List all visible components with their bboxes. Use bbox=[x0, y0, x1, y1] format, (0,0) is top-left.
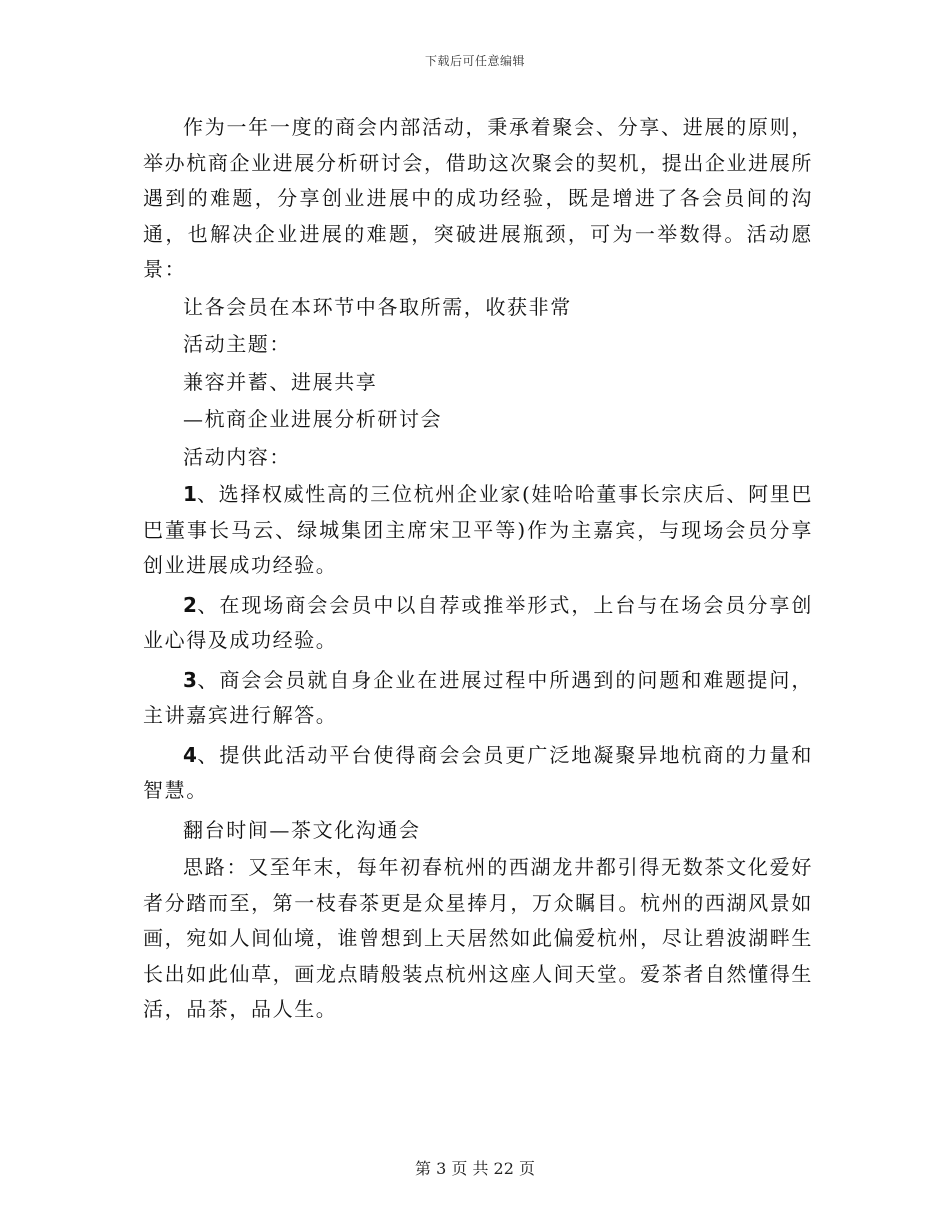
intro-paragraph: 作为一年一度的商会内部活动，秉承着聚会、分享、进展的原则，举办杭商企业进展分析研讨会，借助这次聚会的契机，提出企业进展所遇到的难题，分享创业进展中的成功经验，既是增进了各会员间的沟通，也解决企业进展的难题，突破进展瓶颈，可为一举数得。活动愿景： bbox=[143, 115, 813, 281]
content-label: 活动内容： bbox=[183, 444, 291, 469]
tea-section-body: 思路：又至年末，每年初春杭州的西湖龙井都引得无数茶文化爱好者分踏而至，第一枝春茶更是众星捧月，万众瞩目。杭州的西湖风景如画，宛如人间仙境，谁曾想到上天居然如此偏爱杭州，尽让碧波湖畔生长出如此仙草，画龙点睛般装点杭州这座人间天堂。爱茶者自然懂得生活，品茶，品人生。 bbox=[143, 855, 813, 1021]
item-number: 3 bbox=[183, 667, 197, 692]
content-item-2 bbox=[143, 588, 813, 659]
item-text: 、提供此活动平台使得商会会员更广泛地凝聚异地杭商的力量和智慧。 bbox=[143, 742, 813, 802]
event-subtitle: —杭商企业进展分析研讨会 bbox=[183, 407, 443, 431]
item-text: 、在现场商会会员中以自荐或推举形式，上台与在场会员分享创业心得及成功经验。 bbox=[143, 592, 813, 652]
vision-paragraph: 让各会员在本环节中各取所需，收获非常 bbox=[183, 294, 572, 319]
item-text: 、商会会员就自身企业在进展过程中所遇到的问题和难题提问，主讲嘉宾进行解答。 bbox=[143, 667, 813, 727]
page-header-note: 下载后可任意编辑 bbox=[424, 54, 525, 68]
item-number: 2 bbox=[183, 592, 197, 617]
item-number: 1 bbox=[183, 482, 197, 506]
content-item-3 bbox=[143, 663, 813, 734]
tea-section-title: 翻台时间—茶文化沟通会 bbox=[183, 817, 421, 842]
item-number: 4 bbox=[183, 742, 197, 767]
theme-label: 活动主题： bbox=[183, 332, 291, 356]
content-item-4 bbox=[143, 738, 813, 809]
theme-text: 兼容并蓄、进展共享 bbox=[183, 369, 378, 394]
page-number: 第 3 页 共 22 页 bbox=[415, 1159, 535, 1178]
document-body bbox=[143, 110, 813, 1030]
content-item-1 bbox=[143, 477, 813, 584]
item-text: 、选择权威性高的三位杭州企业家(娃哈哈董事长宗庆后、阿里巴巴董事长马云、绿城集团主席宋卫平等)作为主嘉宾，与现场会员分享创业进展成功经验。 bbox=[143, 482, 813, 577]
